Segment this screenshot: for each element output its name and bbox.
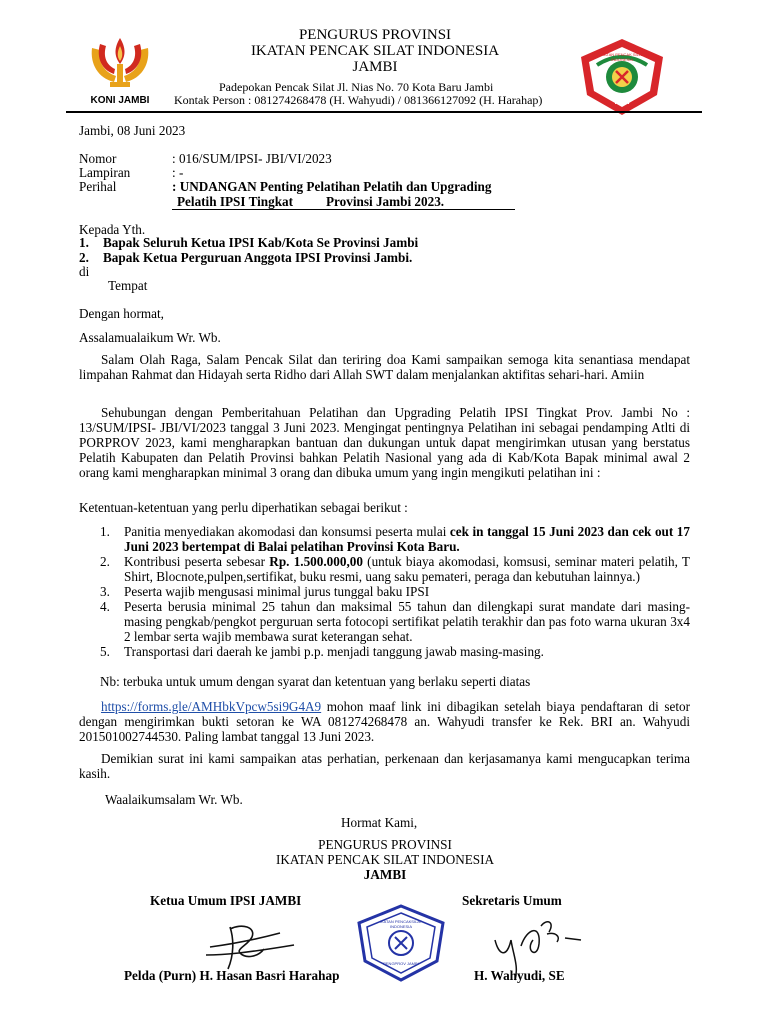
official-stamp [355, 903, 447, 983]
hormat-kami: Hormat Kami, [341, 815, 418, 830]
header-title-line2: IKATAN PENCAK SILAT INDONESIA [250, 43, 500, 59]
item-text: Transportasi dari daerah ke jambi p.p. menjadi tanggung jawab masing-masing. [124, 644, 544, 659]
ketua-title: Ketua Umum IPSI JAMBI [150, 893, 302, 908]
ketentuan-item-3 [100, 584, 690, 599]
paragraph-1: Salam Olah Raga, Salam Pencak Silat dan teriring doa Kami sampaikan semoga kita senantiasa mendapat limpahan Rahmat dan Hidayah serta Ridho dari Allah SWT dalam menjalankan aktifitas sehari-hari. Amiin [79, 352, 690, 382]
di: di [79, 264, 90, 279]
field-value: : 016/SUM/IPSI- JBI/VI/2023 [172, 151, 332, 166]
ketua-signature-icon [200, 915, 300, 975]
header-title [180, 27, 570, 75]
stamp-text-bottom: PENGPROV JAMBI [383, 961, 419, 966]
stamp-icon [355, 903, 447, 983]
paragraph-2: Sehubungan dengan Pemberitahuan Pelatihan dan Upgrading Pelatih IPSI Tingkat Prov. Jambi No : 13/SUM/IPSI- JBI/VI/2023 tanggal 3 Juni 2023. Mengingat pentingnya Pelatihan ini sebagai pendamping Atlti di PORPROV 2023, kami mengharapkan bantuan dan dukungan untuk dapat mengirimkan utusan yang berstatus Pelatih Kabupaten dan Pelatih Provinsi bahkan Pelatih Nasional yang ada di Kab/Kota Bapak minimal awal 2 orang kami mengharapkan minimal 3 orang dan dibuka umum yang ingin mengikuti pelatihan ini : [79, 405, 690, 480]
recipient-text: Bapak Seluruh Ketua IPSI Kab/Kota Se Provinsi Jambi [103, 235, 419, 250]
ipsi-logo-bottom-text: IPSI [614, 97, 630, 106]
ipsi-logo [577, 37, 667, 117]
field-value: : - [172, 165, 184, 180]
item-text [124, 524, 690, 554]
koni-caption: KONI JAMBI [90, 95, 150, 106]
ipsi-logo-top-text: IKATAN PENCAK SILAT INDONESIA [600, 52, 644, 62]
kepada: Kepada Yth. [79, 222, 146, 237]
perihal-line2: Pelatih IPSI Tingkat Provinsi Jambi 2023. [177, 194, 445, 209]
stamp-text-top: IKATAN PENCAKSILAT INDONESIA [379, 919, 423, 929]
ketentuan-item-1 [100, 524, 690, 554]
item-number: 4. [100, 599, 110, 614]
ketentuan-list [100, 524, 690, 659]
item-text: Peserta wajib mengusasi minimal jurus tunggal baku IPSI [124, 584, 430, 599]
sig-org-line3: JAMBI [363, 867, 407, 882]
header-contact: Kontak Person : 081274268478 (H. Wahyudi) / 081366127092 (H. Harahap) [174, 93, 543, 107]
item-text-part: Panitia menyediakan akomodasi dan konsumsi peserta mulai [124, 524, 450, 539]
field-label: Perihal [79, 179, 117, 194]
sekretaris-title: Sekretaris Umum [462, 893, 562, 908]
item-text-part: (untuk biaya akomodasi, komsusi, seminar materi pelatih, T Shirt, Blocnote,pulpen,sertifikat, buku resmi, uang saku pemateri, peraga dan kebutuhan lainnya.) [124, 554, 690, 584]
item-text [124, 554, 690, 584]
field-label: Lampiran [79, 165, 131, 180]
closing-paragraph: Demikian surat ini kami sampaikan atas perhatian, perkenaan dan kerjasamanya kami mengucapkan terima kasih. [79, 751, 690, 781]
greeting: Dengan hormat, [79, 306, 164, 321]
recipient-text: Bapak Ketua Perguruan Anggota IPSI Provinsi Jambi. [103, 250, 413, 265]
recipient-num: 1. [79, 235, 89, 250]
salam: Assalamualaikum Wr. Wb. [79, 330, 221, 345]
header-title-line3: JAMBI [352, 59, 398, 75]
perihal-underline [172, 209, 515, 210]
field-lampiran [79, 165, 183, 180]
header-title-line1: PENGURUS PROVINSI [298, 27, 452, 43]
field-value: : UNDANGAN Penting Pelatihan Pelatih dan Upgrading [172, 179, 492, 194]
sig-org-line2: IKATAN PENCAK SILAT INDONESIA [275, 852, 495, 867]
link-paragraph-text: mohon maaf link ini dibagikan setelah biaya pendaftaran di setor dengan mengirimkan bukti setoran ke WA 081274268478 an. Wahyudi transfer ke Rek. BRI an. Wahyudi 201501002744530. Paling lambat tanggal 13 Juni 2023. [79, 699, 690, 744]
link-paragraph [79, 699, 690, 744]
item-text-part: Kontribusi peserta sebesar [124, 554, 270, 569]
field-label: Nomor [79, 151, 117, 166]
sekretaris-name: H. Wahyudi, SE [474, 968, 565, 983]
recipient-2 [79, 250, 412, 265]
item-text-bold: cek in tanggal 15 Juni 2023 dan cek out 17 Juni 2023 bertempat di Balai pelatihan Provinsi Kota Baru. [124, 524, 690, 554]
ketua-name: Pelda (Purn) H. Hasan Basri Harahap [124, 968, 340, 983]
waalaikum: Waalaikumsalam Wr. Wb. [105, 792, 243, 807]
ketentuan-intro: Ketentuan-ketentuan yang perlu diperhatikan sebagai berikut : [79, 500, 408, 515]
ketentuan-item-2 [100, 554, 690, 584]
form-link[interactable]: https://forms.gle/AMHbkVpcw5si9G4A9 [101, 699, 322, 714]
item-number: 1. [100, 524, 110, 539]
place-date: Jambi, 08 Juni 2023 [79, 123, 186, 138]
header-divider [66, 111, 702, 113]
field-perihal [79, 179, 491, 194]
item-number: 5. [100, 644, 110, 659]
item-number: 2. [100, 554, 110, 569]
signature-org [230, 837, 540, 882]
tempat: Tempat [108, 278, 148, 293]
recipient-1 [79, 235, 418, 250]
ketentuan-item-4 [100, 599, 690, 644]
koni-emblem-icon [84, 34, 156, 90]
nb-note: Nb: terbuka untuk umum dengan syarat dan ketentuan yang berlaku seperti diatas [100, 674, 531, 689]
ketua-signature [200, 915, 300, 975]
field-nomor [79, 151, 332, 166]
header-address: Padepokan Pencak Silat Jl. Nias No. 70 Kota Baru Jambi [219, 80, 494, 94]
recipient-num: 2. [79, 250, 89, 265]
ketentuan-item-5 [100, 644, 690, 659]
item-text: Peserta berusia minimal 25 tahun dan maksimal 55 tahun dan dilengkapi surat mandate dari masing-masing pengkab/pengkot perguruan serta fotocopi sertifikat pelatih terakhir dan pas foto warna ukuran 3x4 2 lembar serta wajib membawa surat keterangan sehat. [124, 599, 690, 644]
item-text-bold: Rp. 1.500.000,00 [269, 554, 363, 569]
item-number: 3. [100, 584, 110, 599]
koni-jambi-logo [84, 34, 156, 104]
sig-org-line1: PENGURUS PROVINSI [318, 837, 452, 852]
